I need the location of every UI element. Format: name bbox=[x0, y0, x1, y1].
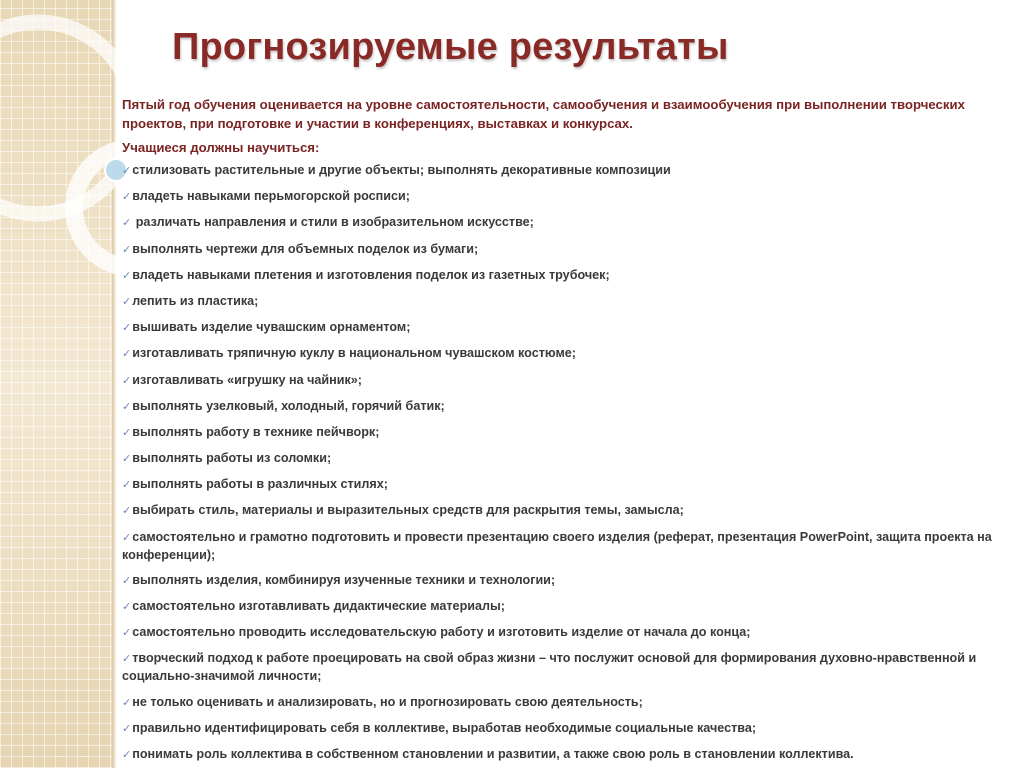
list-item-text: выполнять работы в различных стилях; bbox=[132, 477, 388, 492]
list-item bbox=[122, 720, 1002, 738]
checkmark-icon: ✓ bbox=[122, 348, 132, 361]
list-item-text: самостоятельно проводить исследовательскую работу и изготовить изделие от начала до конца; bbox=[132, 625, 751, 640]
list-item-text: выполнять работы из соломки; bbox=[132, 451, 332, 466]
slide-content bbox=[122, 95, 1002, 768]
checkmark-icon: ✓ bbox=[122, 653, 132, 666]
list-item bbox=[122, 293, 1002, 311]
list-item-text: владеть навыками перьмогорской росписи; bbox=[132, 189, 410, 204]
list-item bbox=[122, 267, 1002, 285]
checkmark-icon: ✓ bbox=[122, 217, 132, 230]
outcomes-list bbox=[122, 162, 1002, 764]
checkmark-icon: ✓ bbox=[122, 295, 132, 308]
list-item bbox=[122, 694, 1002, 712]
list-item-text: понимать роль коллектива в собственном становлении и развитии, а также свою роль в становлении коллектива. bbox=[132, 746, 854, 761]
checkmark-icon: ✓ bbox=[122, 696, 132, 709]
checkmark-icon: ✓ bbox=[122, 601, 132, 613]
list-item bbox=[122, 502, 1002, 520]
list-item-text: стилизовать растительные и другие объекты; выполнять декоративные композиции bbox=[132, 163, 671, 177]
list-item-text: изготавливать «игрушку на чайник»; bbox=[132, 372, 362, 387]
list-item-text: не только оценивать и анализировать, но и прогнозировать свою деятельность; bbox=[132, 694, 643, 709]
list-item bbox=[122, 572, 1002, 590]
slide-title: Прогнозируемые результаты bbox=[172, 26, 729, 68]
list-item-text: различать направления и стили в изобразительном искусстве; bbox=[132, 215, 534, 230]
list-item bbox=[122, 529, 1002, 564]
list-lead-text: Учащиеся должны научиться: bbox=[122, 140, 320, 155]
list-item-text: владеть навыками плетения и изготовления поделок из газетных трубочек; bbox=[132, 267, 610, 282]
list-item bbox=[122, 214, 1002, 232]
checkmark-icon: ✓ bbox=[122, 191, 132, 204]
list-item-text: творческий подход к работе проецировать на свой образ жизни – что послужит основой для формирования духовно-нравственной и социально-значимой личности; bbox=[122, 651, 977, 684]
checkmark-icon: ✓ bbox=[122, 531, 132, 544]
checkmark-icon: ✓ bbox=[122, 479, 132, 492]
list-item-text: вышивать изделие чувашским орнаментом; bbox=[132, 320, 411, 335]
list-item-text: изготавливать тряпичную куклу в национальном чувашском костюме; bbox=[132, 346, 576, 361]
list-item-text: самостоятельно изготавливать дидактические материалы; bbox=[132, 599, 505, 613]
list-item bbox=[122, 372, 1002, 390]
list-item-text: выполнять изделия, комбинируя изученные техники и технологии; bbox=[132, 572, 556, 587]
list-item bbox=[122, 345, 1002, 363]
list-item bbox=[122, 424, 1002, 442]
intro-paragraph: Пятый год обучения оценивается на уровне самостоятельности, самообучения и взаимообучения при выполнении творческих проектов, при подготовке и участии в конференциях, выставках и конкурсах. bbox=[122, 97, 965, 131]
checkmark-icon: ✓ bbox=[122, 748, 132, 761]
list-item-text: лепить из пластика; bbox=[132, 293, 259, 308]
list-item bbox=[122, 319, 1002, 337]
checkmark-icon: ✓ bbox=[122, 722, 132, 735]
checkmark-icon: ✓ bbox=[122, 374, 132, 387]
checkmark-icon: ✓ bbox=[122, 627, 132, 640]
checkmark-icon: ✓ bbox=[122, 426, 132, 439]
checkmark-icon: ✓ bbox=[122, 453, 132, 466]
list-item-text: самостоятельно и грамотно подготовить и провести презентацию своего изделия (реферат, презентация PowerPoint, защита проекта на конференции); bbox=[122, 529, 992, 562]
large-ring-decoration bbox=[0, 22, 134, 214]
list-item bbox=[122, 746, 1002, 764]
list-item bbox=[122, 188, 1002, 206]
list-item-text: выполнять чертежи для объемных поделок из бумаги; bbox=[132, 241, 479, 256]
list-item-text: правильно идентифицировать себя в коллективе, выработав необходимые социальные качества; bbox=[132, 720, 757, 735]
checkmark-icon: ✓ bbox=[122, 243, 132, 256]
checkmark-icon: ✓ bbox=[122, 322, 132, 335]
checkmark-icon: ✓ bbox=[122, 505, 132, 518]
list-item bbox=[122, 162, 1002, 180]
checkmark-icon: ✓ bbox=[122, 269, 132, 282]
list-item bbox=[122, 450, 1002, 468]
list-item-text: выполнять работу в технике пейчворк; bbox=[132, 424, 380, 439]
list-item bbox=[122, 598, 1002, 616]
list-item bbox=[122, 476, 1002, 494]
list-item bbox=[122, 398, 1002, 416]
list-item bbox=[122, 241, 1002, 259]
list-item bbox=[122, 650, 1002, 685]
list-item bbox=[122, 624, 1002, 642]
list-item-text: выполнять узелковый, холодный, горячий батик; bbox=[132, 398, 445, 413]
checkmark-icon: ✓ bbox=[122, 400, 132, 413]
checkmark-icon: ✓ bbox=[122, 165, 132, 177]
checkmark-icon: ✓ bbox=[122, 574, 132, 587]
list-item-text: выбирать стиль, материалы и выразительных средств для раскрытия темы, замысла; bbox=[132, 503, 684, 518]
